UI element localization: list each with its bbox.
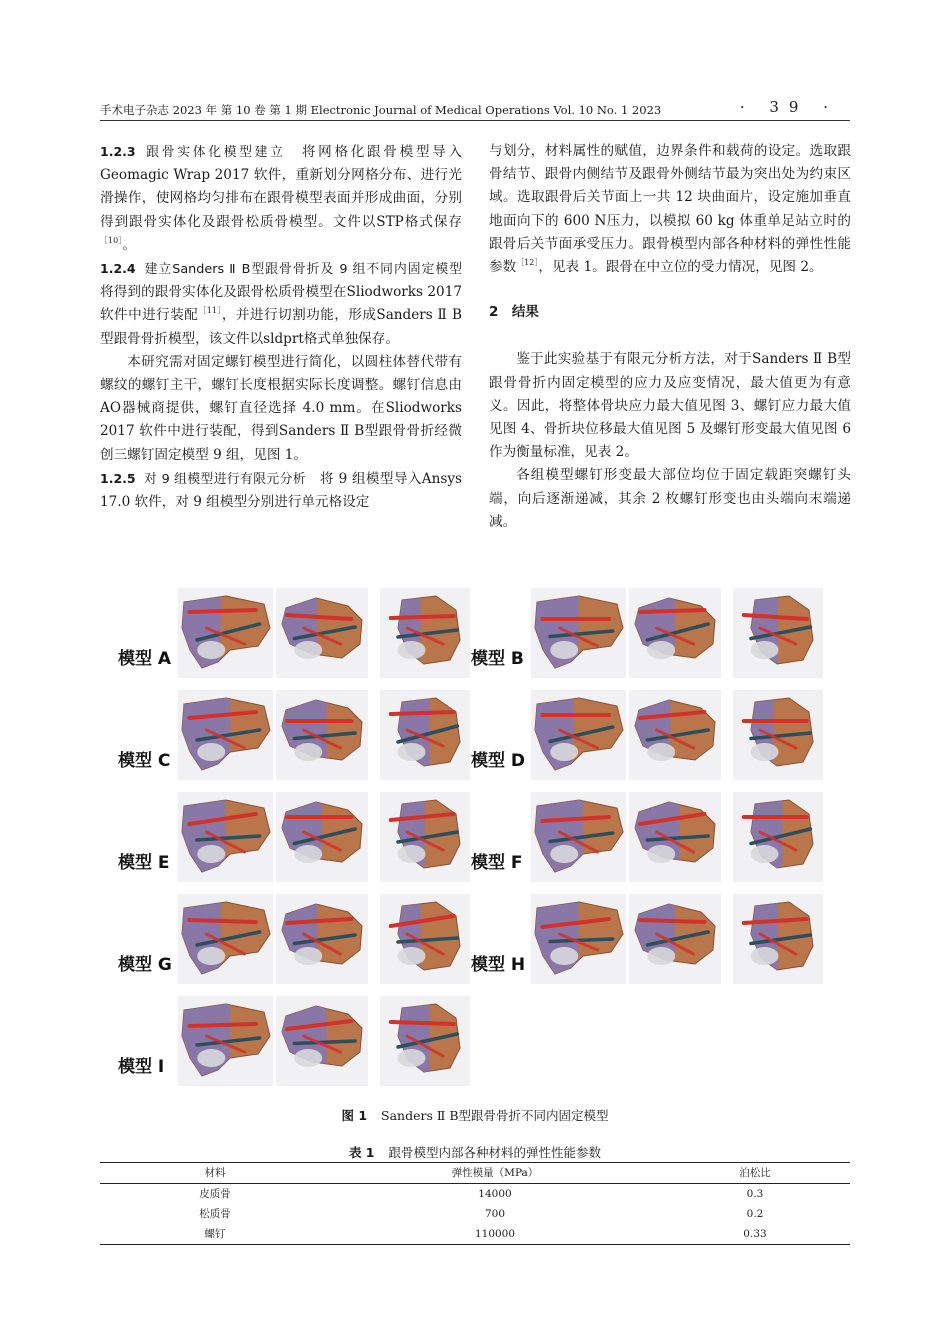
calcaneus-model-view-3	[733, 792, 823, 882]
section-number: 1.2.5	[100, 470, 136, 486]
model-panel-f	[471, 792, 831, 890]
calcaneus-model-view-1	[178, 690, 273, 780]
figure-title: Sanders Ⅱ B型跟骨骨折不同内固定模型	[381, 1108, 609, 1123]
calcaneus-model-view-2	[629, 792, 721, 882]
calcaneus-model-view-1	[178, 996, 273, 1086]
table-title: 跟骨模型内部各种材料的弹性性能参数	[388, 1145, 602, 1160]
running-header	[100, 100, 850, 121]
section-heading: 对 9 组模型进行有限元分析	[143, 471, 306, 487]
model-label: 模型 E	[118, 853, 170, 873]
model-panel-i	[118, 996, 478, 1094]
journal-info: 手术电子杂志 2023 年 第 10 卷 第 1 期 Electronic Journal of Medical Operations Vol. 10 No. 1 2023	[100, 103, 662, 117]
model-label: 模型 B	[471, 649, 524, 669]
column-header: 泊松比	[660, 1163, 850, 1184]
calcaneus-model-view-2	[276, 996, 368, 1086]
calcaneus-model-view-1	[178, 894, 273, 984]
section-body: 将网格化跟骨模型导入Geomagic Wrap 2017 软件，重新划分网格分布、进行光滑操作，使网格均匀排布在跟骨模型表面并形成曲面，分别得到跟骨实体化及跟骨松质骨模型。文件以STP格式保存	[100, 144, 463, 230]
section-body: 将得到的跟骨实体化及跟骨松质骨模型在Sliodworks 2017 软件中进行装配	[100, 284, 462, 324]
section-body: 将 9 组模型导入Ansys 17.0 软件，对 9 组模型分别进行单元格设定	[100, 470, 463, 511]
figure-1	[118, 588, 858, 1088]
model-panel-d	[471, 690, 831, 788]
calcaneus-model-view-2	[629, 588, 721, 678]
section-heading: 跟骨实体化模型建立	[143, 145, 286, 160]
calcaneus-model-view-1	[531, 894, 626, 984]
model-label: 模型 G	[118, 955, 172, 975]
table-caption	[0, 1143, 950, 1161]
model-label: 模型 A	[118, 649, 172, 669]
calcaneus-model-view-1	[531, 588, 626, 678]
calcaneus-model-view-1	[178, 588, 273, 678]
calcaneus-model-view-1	[178, 792, 273, 882]
model-panel-a	[118, 588, 478, 686]
section-1-2-4: 1.2.4 建立Sanders Ⅱ B型跟骨骨折及 9 组不同内固定模型 将得到的跟骨实体化及跟骨松质骨模型在Sliodworks 2017 软件中进行装配$^{[11]}$，并进行切割功能，形成Sanders Ⅱ B型跟骨骨折模型，该文件以sldprt格式单独保存。	[100, 261, 463, 347]
table-row: 皮质骨 14000 0.3	[199, 1187, 764, 1200]
calcaneus-model-view-3	[380, 690, 470, 780]
model-panel-e	[118, 792, 478, 890]
model-label: 模型 C	[118, 751, 171, 771]
calcaneus-model-view-3	[733, 894, 823, 984]
calcaneus-model-view-2	[276, 690, 368, 780]
model-label: 模型 D	[471, 751, 526, 771]
page-number: · 39 ·	[739, 98, 838, 116]
calcaneus-model-view-2	[629, 690, 721, 780]
calcaneus-model-view-1	[531, 690, 626, 780]
column-header: 材料	[100, 1163, 330, 1184]
table-number: 表 1	[348, 1145, 375, 1160]
citation: ［11］	[198, 306, 222, 316]
model-label: 模型 I	[118, 1057, 165, 1077]
table-row: 松质骨 700 0.2	[199, 1207, 764, 1220]
figure-number: 图 1	[341, 1108, 368, 1123]
model-label: 模型 H	[471, 955, 526, 975]
calcaneus-model-view-3	[733, 690, 823, 780]
section-number: 1.2.3	[100, 144, 136, 159]
results-paragraph-1: 鉴于此实验基于有限元分析方法，对于Sanders Ⅱ B型跟骨骨折内固定模型的应力及应变情况，最大值更为有意义。因此，将整体骨块应力最大值见图 3、螺钉应力最大值见图 4、骨折块位移最大值见图 5 及螺钉形变最大值见图 6 作为衡量标准，见表 2。	[489, 351, 851, 461]
section-number: 1.2.4	[100, 261, 136, 277]
calcaneus-model-view-3	[380, 894, 470, 984]
citation: ［10］	[100, 235, 123, 245]
paragraph-continued: 与划分，材料属性的赋值，边界条件和载荷的设定。选取跟骨结节、跟骨内侧结节及跟骨外侧结节最为突出处为约束区域。选取跟骨后关节面上一共 12 块曲面片，设定施加垂直地面向下的 600 N压力，以模拟 60 kg 体重单足站立时的跟骨后关节面承受压力。跟骨模型内部各种材料的弹性性能参数$^{[12]}$，见表 1。跟骨在中立位的受力情况，见图 2。	[489, 143, 851, 276]
elastic-properties-table	[100, 1162, 850, 1245]
calcaneus-model-view-2	[276, 894, 368, 984]
figure-caption	[0, 1106, 950, 1124]
section-1-2-5	[100, 467, 462, 514]
table-header-row	[100, 1163, 850, 1184]
model-panel-b	[471, 588, 831, 686]
table-row: 螺钉 110000 0.33	[100, 1224, 850, 1245]
calcaneus-model-view-3	[380, 588, 470, 678]
left-column	[100, 140, 462, 514]
right-column	[489, 140, 851, 534]
calcaneus-model-view-2	[629, 894, 721, 984]
calcaneus-model-view-2	[276, 588, 368, 678]
paragraph-screw: 本研究需对固定螺钉模型进行简化，以圆柱体替代带有螺纹的螺钉主干，螺钉长度根据实际长度调整。螺钉信息由AO器械商提供，螺钉直径选择 4.0 mm。在Sliodworks 2017 软件中进行装配，得到Sanders Ⅱ B型跟骨骨折经微创三螺钉固定模型 9 组，见图 1。	[100, 353, 462, 463]
model-panel-c	[118, 690, 478, 788]
model-panel-h	[471, 894, 831, 992]
calcaneus-model-view-2	[276, 792, 368, 882]
results-paragraph-2: 各组模型螺钉形变最大部位均位于固定载距突螺钉头端，向后逐渐递减，其余 2 枚螺钉形变也由头端向末端递减。	[489, 467, 851, 530]
column-header: 弹性模量（MPa）	[330, 1163, 660, 1184]
calcaneus-model-view-3	[733, 588, 823, 678]
section-heading: 建立Sanders Ⅱ B型跟骨骨折及 9 组不同内固定模型	[143, 262, 462, 278]
section-2-heading: 2 结果	[489, 304, 539, 321]
citation: ［12］	[516, 258, 539, 268]
calcaneus-model-view-3	[380, 996, 470, 1086]
calcaneus-model-view-1	[531, 792, 626, 882]
calcaneus-model-view-3	[380, 792, 470, 882]
model-panel-g	[118, 894, 478, 992]
section-1-2-3: 1.2.3 跟骨实体化模型建立 将网格化跟骨模型导入Geomagic Wrap 2017 软件，重新划分网格分布、进行光滑操作，使网格均匀排布在跟骨模型表面并形成曲面，分别得到跟骨实体化及跟骨松质骨模型。文件以STP格式保存$^{[10]}$。	[100, 144, 463, 253]
model-label: 模型 F	[471, 853, 523, 873]
